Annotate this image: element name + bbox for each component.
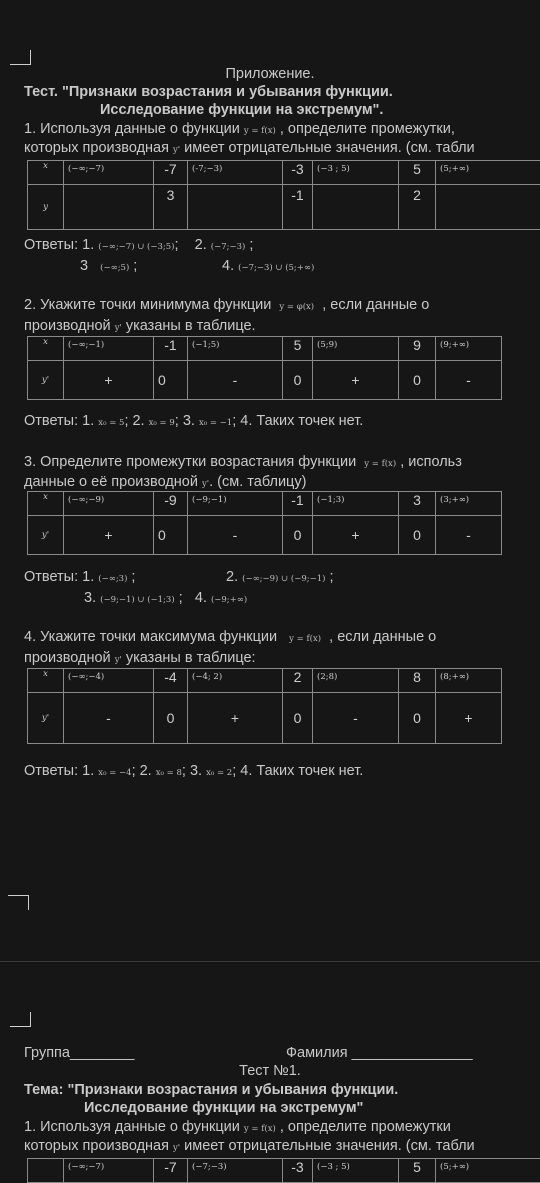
cell: 9 xyxy=(399,337,436,361)
cell xyxy=(28,1159,64,1183)
cell: x xyxy=(28,337,64,361)
cell: (-7;−3) xyxy=(188,161,283,185)
cell: (5;9) xyxy=(313,337,399,361)
cell: + xyxy=(313,361,399,400)
cell: (5;+∞) xyxy=(436,161,540,185)
cell: 2 xyxy=(283,669,313,693)
p2-q1-text-line1: 1. Используя данные о функции y = f(x) , определите промежутки xyxy=(24,1119,451,1138)
cell: -3 xyxy=(283,1159,313,1183)
cell: - xyxy=(436,361,502,400)
cell: - xyxy=(188,361,283,400)
cell: x xyxy=(28,492,64,516)
cell: (8;+∞) xyxy=(436,669,502,693)
q3-answers-row1: Ответы: 1. (−∞;3) ; xyxy=(24,569,135,585)
cell: 0 xyxy=(283,693,313,744)
topic-line1: Тема: "Признаки возрастания и убывания функции. xyxy=(24,1082,398,1099)
cell: (−∞;−4) xyxy=(64,669,154,693)
cell xyxy=(188,185,283,230)
cell: + xyxy=(436,693,502,744)
q4-answers: Ответы: 1. x₀ = −4; 2. x₀ = 8; 3. x₀ = 2; 4. Таких точек нет. xyxy=(24,763,363,779)
cell: - xyxy=(313,693,399,744)
q3-table xyxy=(27,491,502,555)
appendix-label: Приложение. xyxy=(0,66,540,83)
topic-line2: Исследование функции на экстремум" xyxy=(84,1100,363,1117)
cell: + xyxy=(64,361,154,400)
cell: (9;+∞) xyxy=(436,337,502,361)
cell: -7 xyxy=(154,1159,188,1183)
q4-table xyxy=(27,668,502,744)
q4-text-line2: производной y' указаны в таблице: xyxy=(24,650,256,669)
q2-answers: Ответы: 1. x₀ = 5; 2. x₀ = 9; 3. x₀ = −1; 4. Таких точек нет. xyxy=(24,413,363,429)
q1-answers-row2b: 4. (−7;−3) ∪ (5;+∞) xyxy=(222,258,314,274)
q1-answers-row1: Ответы: 1. (−∞;−7) ∪ (−3;5); 2. (−7;−3) ; xyxy=(24,237,253,253)
q2-text-line2: производной y' указаны в таблице. xyxy=(24,318,256,337)
cell: (−9;−1) xyxy=(188,492,283,516)
q1-answers-row2: 3 (−∞;5) ; xyxy=(80,258,137,274)
cell: (−∞;−7) xyxy=(64,161,154,185)
cell: - xyxy=(188,516,283,555)
cell: + xyxy=(188,693,283,744)
q3-answers-row2: 3. (−9;−1) ∪ (−1;3) ; 4. (−9;+∞) xyxy=(84,590,247,606)
cell: (5;+∞) xyxy=(436,1159,540,1183)
cell: - xyxy=(436,516,502,555)
cell: (−3 ; 5) xyxy=(313,1159,399,1183)
cell: 8 xyxy=(399,669,436,693)
cell: (−3 ; 5) xyxy=(313,161,399,185)
page-break xyxy=(0,961,540,962)
cell: 5 xyxy=(399,161,436,185)
cell: (−∞;−9) xyxy=(64,492,154,516)
cell: -1 xyxy=(283,185,313,230)
q2-table xyxy=(27,336,502,400)
p2-q1-table-partial xyxy=(27,1158,540,1183)
q1-text-line2: которых производная y' имеет отрицательные значения. (см. табли xyxy=(24,140,475,159)
cell: 5 xyxy=(283,337,313,361)
q1-function: y = f(x) xyxy=(244,126,276,136)
p2-q1-text-line2: которых производная y' имеет отрицательные значения. (см. табли xyxy=(24,1138,475,1157)
cell: (−∞;−7) xyxy=(64,1159,154,1183)
cell: (−1;5) xyxy=(188,337,283,361)
group-field: Группа________ xyxy=(24,1045,134,1062)
cell: 2 xyxy=(399,185,436,230)
page-corner-mark xyxy=(10,1012,31,1027)
cell: (−7;−3) xyxy=(188,1159,283,1183)
cell: y' xyxy=(28,693,64,744)
cell: 0 xyxy=(399,693,436,744)
cell: (3;+∞) xyxy=(436,492,502,516)
cell: 0 xyxy=(283,516,313,555)
q1-table xyxy=(27,160,540,230)
page-corner-mark xyxy=(8,895,29,910)
cell: -7 xyxy=(154,161,188,185)
cell: (2;8) xyxy=(313,669,399,693)
cell: (−4; 2) xyxy=(188,669,283,693)
q3-text-line1: 3. Определите промежутки возрастания функции y = f(x) , использ xyxy=(24,454,462,473)
q3-answers-row1b: 2. (−∞;−9) ∪ (−9;−1) ; xyxy=(226,569,334,585)
cell xyxy=(64,185,154,230)
cell xyxy=(436,185,540,230)
cell: y xyxy=(28,185,64,230)
cell: 0 xyxy=(399,516,436,555)
cell: (−∞;−1) xyxy=(64,337,154,361)
cell: 5 xyxy=(399,1159,436,1183)
surname-field: Фамилия _______________ xyxy=(286,1045,473,1062)
cell: 3 xyxy=(399,492,436,516)
cell: -1 xyxy=(154,337,188,361)
page-corner-mark xyxy=(10,50,31,65)
cell: -9 xyxy=(154,492,188,516)
cell: y' xyxy=(28,361,64,400)
cell: 0 xyxy=(154,516,188,555)
cell: x xyxy=(28,669,64,693)
cell: (−1;3) xyxy=(313,492,399,516)
cell: + xyxy=(64,516,154,555)
q2-text-line1: 2. Укажите точки минимума функции y = φ(x) , если данные о xyxy=(24,297,429,316)
cell: - xyxy=(64,693,154,744)
cell: 0 xyxy=(154,693,188,744)
q1-text-line1: 1. Используя данные о функции y = f(x) , определите промежутки, xyxy=(24,121,455,140)
cell: -4 xyxy=(154,669,188,693)
cell: + xyxy=(313,516,399,555)
cell: 0 xyxy=(283,361,313,400)
cell xyxy=(313,185,399,230)
cell: y' xyxy=(28,516,64,555)
cell: -3 xyxy=(283,161,313,185)
cell: x xyxy=(28,161,64,185)
test-number: Тест №1. xyxy=(0,1063,540,1080)
test-title-line1: Тест. "Признаки возрастания и убывания функции. xyxy=(24,84,393,101)
cell: -1 xyxy=(283,492,313,516)
test-title-line2: Исследование функции на экстремум". xyxy=(100,102,383,119)
cell: 3 xyxy=(154,185,188,230)
q4-text-line1: 4. Укажите точки максимума функции y = f(x) , если данные о xyxy=(24,629,436,648)
cell: 0 xyxy=(399,361,436,400)
q3-text-line2: данные о её производной y'. (см. таблицу) xyxy=(24,474,306,493)
cell: 0 xyxy=(154,361,188,400)
